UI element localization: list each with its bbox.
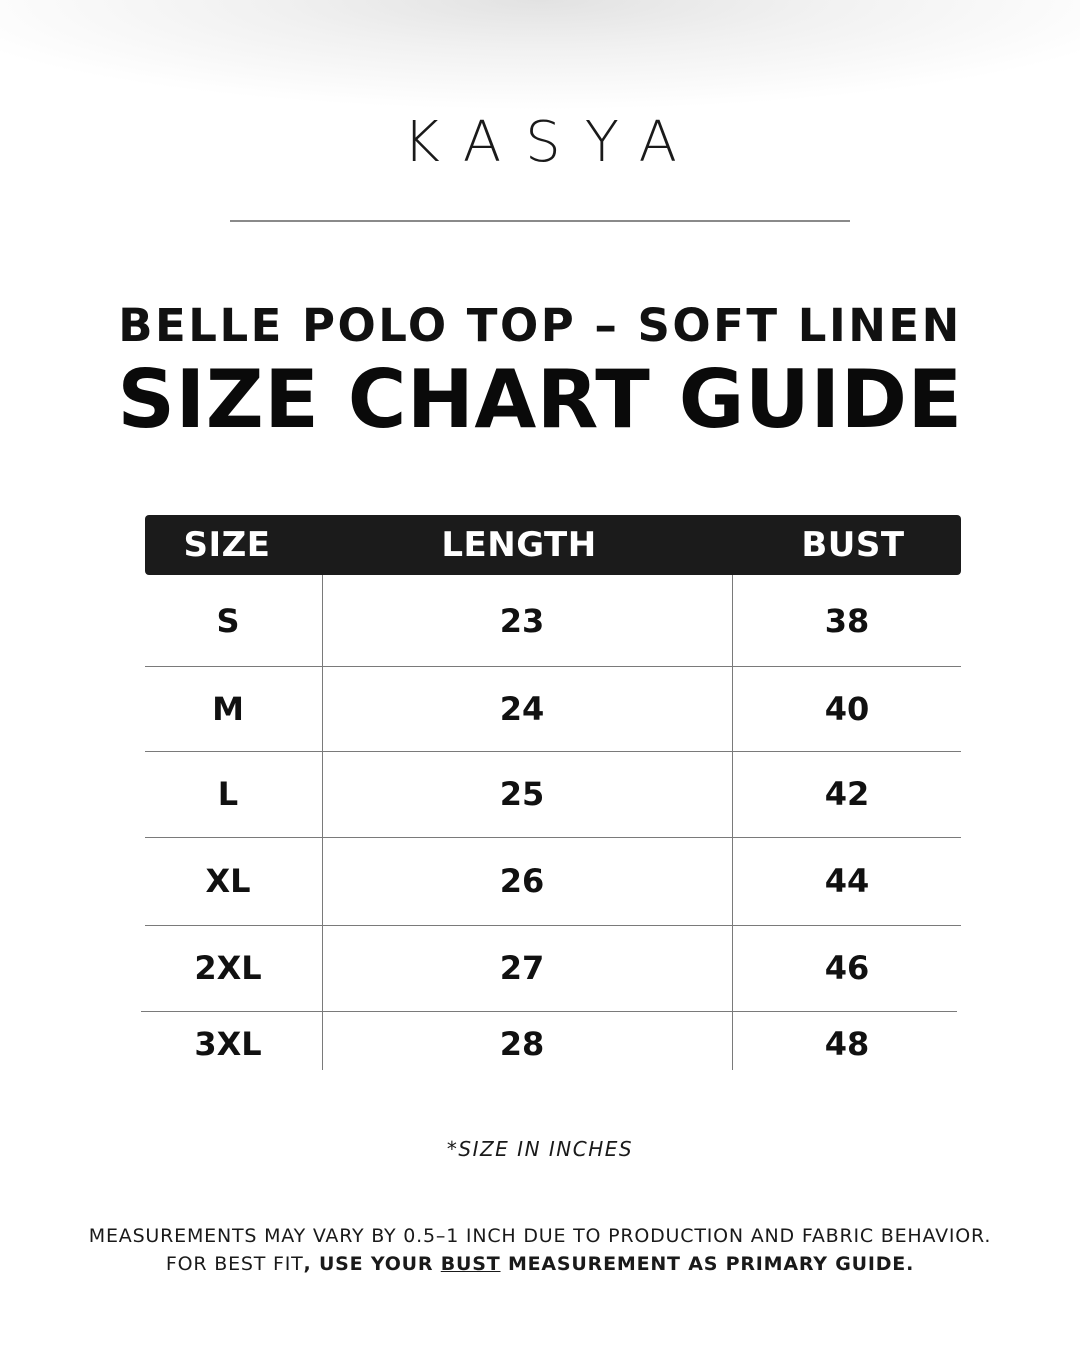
table-row [145, 837, 961, 925]
table-row [145, 925, 961, 1011]
length-cell: 28 [499, 1025, 545, 1063]
page-title: SIZE CHART GUIDE [117, 353, 963, 446]
unit-note: *SIZE IN INCHES [446, 1137, 634, 1161]
top-shadow-gradient [0, 0, 1080, 120]
bust-cell: 44 [824, 862, 870, 900]
fit-guidance [0, 1250, 1080, 1278]
bust-cell: 38 [824, 601, 870, 640]
size-cell: 2XL [194, 949, 262, 987]
table-body [145, 575, 961, 1070]
length-cell: 23 [499, 601, 545, 640]
length-cell: 27 [499, 949, 545, 987]
footer-note [0, 1222, 1080, 1278]
size-chart-table [145, 515, 961, 1070]
table-row [145, 1011, 961, 1077]
fit-emphasis-word: BUST [440, 1253, 501, 1275]
table-row [145, 575, 961, 666]
size-cell: M [212, 689, 244, 728]
table-row [145, 751, 961, 837]
column-header-size: SIZE [183, 525, 271, 565]
fit-emphasis-end: MEASUREMENT AS PRIMARY GUIDE. [500, 1253, 915, 1275]
variance-note: MEASUREMENTS MAY VARY BY 0.5–1 INCH DUE TO PRODUCTION AND FABRIC BEHAVIOR. [88, 1225, 992, 1247]
fit-emphasis-start: , USE YOUR [303, 1253, 441, 1275]
size-cell: 3XL [194, 1025, 262, 1063]
bust-cell: 40 [824, 689, 870, 728]
length-cell: 25 [499, 775, 545, 813]
fit-prefix: FOR BEST FIT [165, 1253, 304, 1275]
divider-line [230, 220, 850, 222]
size-cell: L [217, 775, 239, 813]
table-header-row [145, 515, 961, 575]
bust-cell: 46 [824, 949, 870, 987]
size-cell: S [216, 601, 240, 640]
length-cell: 26 [499, 862, 545, 900]
table-row [145, 666, 961, 751]
column-header-length: LENGTH [441, 525, 597, 565]
size-cell: XL [205, 862, 251, 900]
product-title: BELLE POLO TOP – SOFT LINEN [118, 299, 962, 352]
brand-logo: KASYA [403, 110, 701, 175]
length-cell: 24 [499, 689, 545, 728]
column-header-bust: BUST [801, 525, 905, 565]
bust-cell: 42 [824, 775, 870, 813]
bust-cell: 48 [824, 1025, 870, 1063]
